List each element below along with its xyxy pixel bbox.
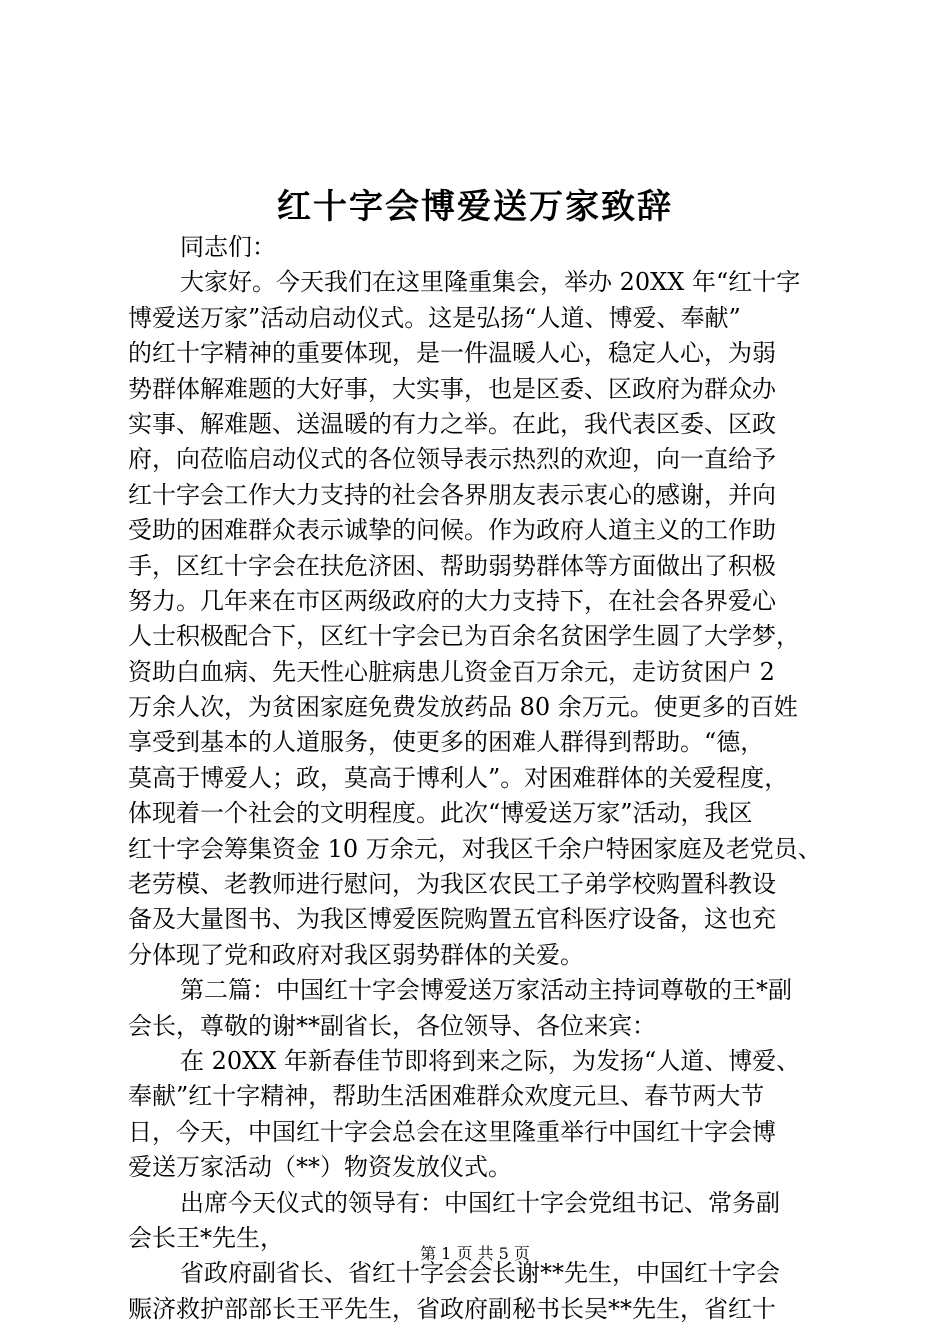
paragraph-line: 红十字会工作大力支持的社会各界朋友表示衷心的感谢，并向 xyxy=(128,480,776,509)
paragraph-line: 在 20XX 年新春佳节即将到来之际，为发扬“人道、博爱、 xyxy=(180,1046,801,1075)
document-title: 红十字会博爱送万家致辞 xyxy=(277,187,673,227)
paragraph-line: 爱送万家活动（**）物资发放仪式。 xyxy=(128,1153,512,1182)
paragraph-line: 人士积极配合下，区红十字会已为百余名贫困学生圆了大学梦， xyxy=(128,622,800,651)
paragraph-line: 的红十字精神的重要体现，是一件温暖人心，稳定人心，为弱 xyxy=(128,339,776,368)
paragraph-line: 体现着一个社会的文明程度。此次“博爱送万家”活动，我区 xyxy=(128,799,753,828)
paragraph-line: 莫高于博爱人；政，莫高于博利人”。对困难群体的关爱程度， xyxy=(128,763,789,792)
paragraph-line: 势群体解难题的大好事，大实事，也是区委、区政府为群众办 xyxy=(128,374,776,403)
paragraph-line: 第二篇：中国红十字会博爱送万家活动主持词尊敬的王*副 xyxy=(180,976,792,1005)
paragraph-line: 日，今天，中国红十字会总会在这里隆重举行中国红十字会博 xyxy=(128,1117,776,1146)
paragraph-line: 会长，尊敬的谢**副省长，各位领导、各位来宾： xyxy=(128,1011,656,1040)
salutation-line: 同志们： xyxy=(180,233,276,261)
paragraph-line: 省政府副省长、省红十字会会长谢**先生，中国红十字会 xyxy=(180,1259,780,1288)
paragraph-line: 会长王*先生， xyxy=(128,1223,284,1252)
page-number-footer: 第 1 页 共 5 页 xyxy=(420,1244,530,1263)
document-body xyxy=(128,230,832,1327)
paragraph-line: 奉献”红十字精神，帮助生活困难群众欢度元旦、春节两大节 xyxy=(128,1082,765,1111)
paragraph-line: 备及大量图书、为我区博爱医院购置五官科医疗设备，这也充 xyxy=(128,905,776,934)
paragraph-line: 红十字会筹集资金 10 万余元，对我区千余户特困家庭及老党员、 xyxy=(128,834,822,863)
paragraph-line: 老劳模、老教师进行慰问，为我区农民工子弟学校购置科教设 xyxy=(128,870,776,899)
paragraph-line: 受助的困难群众表示诚挚的问候。作为政府人道主义的工作助 xyxy=(128,516,776,545)
paragraph-line: 万余人次，为贫困家庭免费发放药品 80 余万元。使更多的百姓 xyxy=(128,693,798,722)
paragraph-line: 资助白血病、先天性心脏病患儿资金百万余元，走访贫困户 2 xyxy=(128,657,775,686)
paragraph-line: 大家好。今天我们在这里隆重集会，举办 20XX 年“红十字 xyxy=(180,268,801,297)
paragraph-line: 分体现了党和政府对我区弱势群体的关爱。 xyxy=(128,940,584,969)
paragraph-line: 努力。几年来在市区两级政府的大力支持下，在社会各界爱心 xyxy=(128,586,776,615)
paragraph-line: 府，向莅临启动仪式的各位领导表示热烈的欢迎，向一直给予 xyxy=(128,445,776,474)
paragraph-line: 博爱送万家”活动启动仪式。这是弘扬“人道、博爱、奉献” xyxy=(128,303,741,332)
paragraph-line: 手，区红十字会在扶危济困、帮助弱势群体等方面做出了积极 xyxy=(128,551,776,580)
paragraph-line: 享受到基本的人道服务，使更多的困难人群得到帮助。“德， xyxy=(128,728,765,757)
paragraph-line: 赈济救护部部长王平先生，省政府副秘书长吴**先生，省红十 xyxy=(128,1294,776,1323)
paragraph-line: 出席今天仪式的领导有：中国红十字会党组书记、常务副 xyxy=(180,1188,780,1217)
paragraph-line: 实事、解难题、送温暖的有力之举。在此，我代表区委、区政 xyxy=(128,409,776,438)
